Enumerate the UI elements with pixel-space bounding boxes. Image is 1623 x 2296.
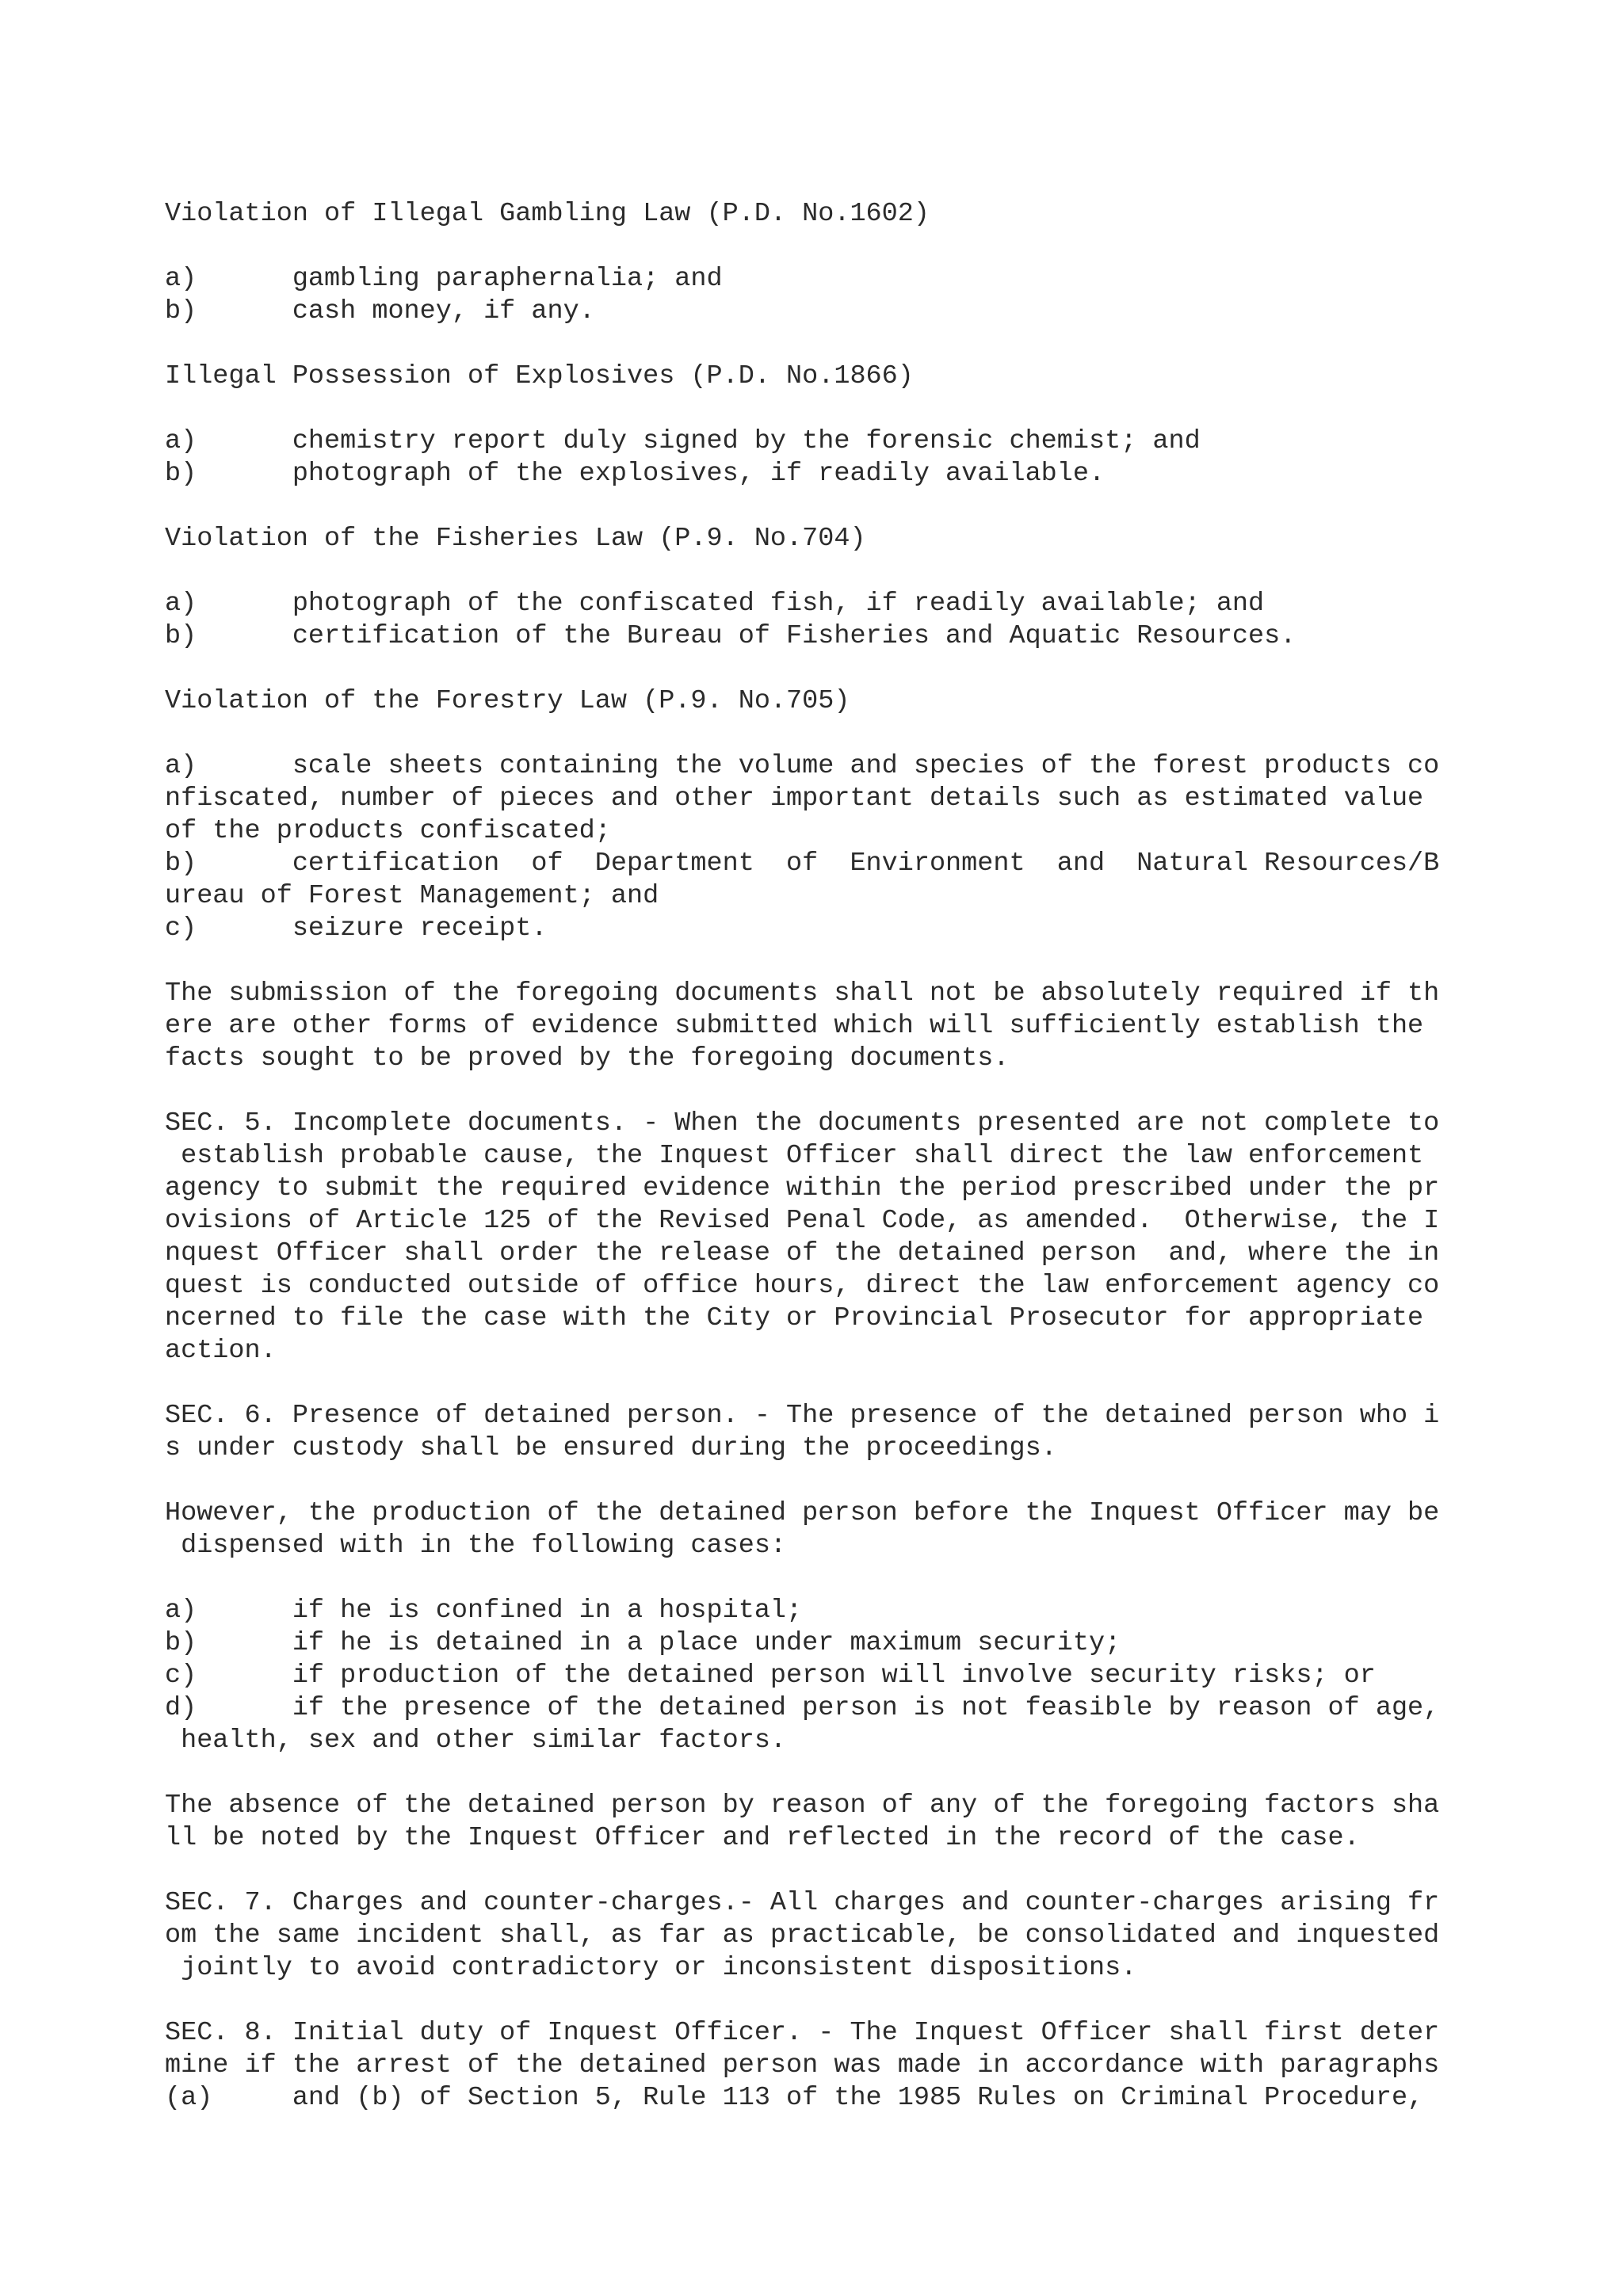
text-line: b) photograph of the explosives, if readily available.: [165, 459, 1106, 489]
text-line: Violation of Illegal Gambling Law (P.D. No.1602): [165, 199, 930, 229]
text-line: nquest Officer shall order the release of the detained person and, where the in: [165, 1238, 1440, 1268]
blank-line: [165, 1985, 1480, 2017]
text-line: However, the production of the detained person before the Inquest Officer may be: [165, 1498, 1440, 1528]
blank-line: [165, 1367, 1480, 1400]
blank-line: [165, 1855, 1480, 1887]
text-line: c) seizure receipt.: [165, 913, 548, 944]
text-line: ureau of Forest Management; and: [165, 881, 659, 911]
blank-line: [165, 1757, 1480, 1790]
text-line: om the same incident shall, as far as practicable, be consolidated and inquested: [165, 1920, 1440, 1951]
blank-line: [165, 718, 1480, 750]
text-line: nfiscated, number of pieces and other important details such as estimated value: [165, 784, 1424, 814]
blank-line: [165, 393, 1480, 425]
text-line: action.: [165, 1336, 277, 1366]
text-line: b) certification of Department of Environment and Natural Resources/B: [165, 849, 1440, 879]
text-line: ere are other forms of evidence submitted which will sufficiently establish the: [165, 1011, 1424, 1041]
text-line: b) if he is detained in a place under maximum security;: [165, 1628, 1121, 1658]
text-line: establish probable cause, the Inquest Officer shall direct the law enforcement: [165, 1141, 1424, 1171]
blank-line: [165, 945, 1480, 978]
text-line: a) gambling paraphernalia; and: [165, 264, 723, 294]
blank-line: [165, 555, 1480, 588]
text-line: a) if he is confined in a hospital;: [165, 1596, 803, 1626]
text-line: ncerned to file the case with the City or Provincial Prosecutor for appropriate: [165, 1303, 1424, 1333]
text-line: of the products confiscated;: [165, 816, 611, 846]
text-line: a) photograph of the confiscated fish, if readily available; and: [165, 589, 1265, 619]
text-line: SEC. 6. Presence of detained person. - The presence of the detained person who i: [165, 1401, 1440, 1431]
blank-line: [165, 231, 1480, 263]
text-line: SEC. 5. Incomplete documents. - When the documents presented are not complete to: [165, 1108, 1440, 1138]
text-line: a) chemistry report duly signed by the forensic chemist; and: [165, 426, 1201, 456]
text-line: s under custody shall be ensured during the proceedings.: [165, 1433, 1057, 1463]
text-line: facts sought to be proved by the foregoing documents.: [165, 1043, 1010, 1074]
text-line: ovisions of Article 125 of the Revised Penal Code, as amended. Otherwise, the I: [165, 1206, 1440, 1236]
text-line: c) if production of the detained person will involve security risks; or: [165, 1661, 1376, 1691]
text-line: (a) and (b) of Section 5, Rule 113 of the 1985 Rules on Criminal Procedure,: [165, 2083, 1424, 2113]
blank-line: [165, 328, 1480, 360]
text-line: SEC. 8. Initial duty of Inquest Officer. - The Inquest Officer shall first deter: [165, 2018, 1440, 2048]
text-line: Violation of the Fisheries Law (P.9. No.704): [165, 524, 866, 554]
text-line: The absence of the detained person by reason of any of the foregoing factors sha: [165, 1791, 1440, 1821]
text-line: agency to submit the required evidence within the period prescribed under the pr: [165, 1173, 1440, 1203]
text-line: d) if the presence of the detained person is not feasible by reason of age,: [165, 1693, 1440, 1723]
text-line: SEC. 7. Charges and counter-charges.- All charges and counter-charges arising fr: [165, 1888, 1440, 1918]
text-line: a) scale sheets containing the volume and species of the forest products co: [165, 751, 1440, 781]
blank-line: [165, 653, 1480, 685]
blank-line: [165, 1562, 1480, 1595]
text-line: Illegal Possession of Explosives (P.D. No.1866): [165, 361, 914, 391]
text-line: health, sex and other similar factors.: [165, 1726, 787, 1756]
text-line: mine if the arrest of the detained person was made in accordance with paragraphs: [165, 2050, 1440, 2081]
blank-line: [165, 1075, 1480, 1108]
document-text: [165, 198, 1480, 2115]
text-line: quest is conducted outside of office hours, direct the law enforcement agency co: [165, 1271, 1440, 1301]
text-line: ll be noted by the Inquest Officer and reflected in the record of the case.: [165, 1823, 1360, 1853]
text-line: b) certification of the Bureau of Fisheries and Aquatic Resources.: [165, 621, 1296, 651]
blank-line: [165, 1465, 1480, 1497]
text-line: The submission of the foregoing documents shall not be absolutely required if th: [165, 978, 1440, 1009]
text-line: Violation of the Forestry Law (P.9. No.705): [165, 686, 850, 716]
text-line: jointly to avoid contradictory or inconsistent dispositions.: [165, 1953, 1137, 1983]
text-line: dispensed with in the following cases:: [165, 1531, 787, 1561]
text-line: b) cash money, if any.: [165, 296, 595, 326]
blank-line: [165, 490, 1480, 523]
